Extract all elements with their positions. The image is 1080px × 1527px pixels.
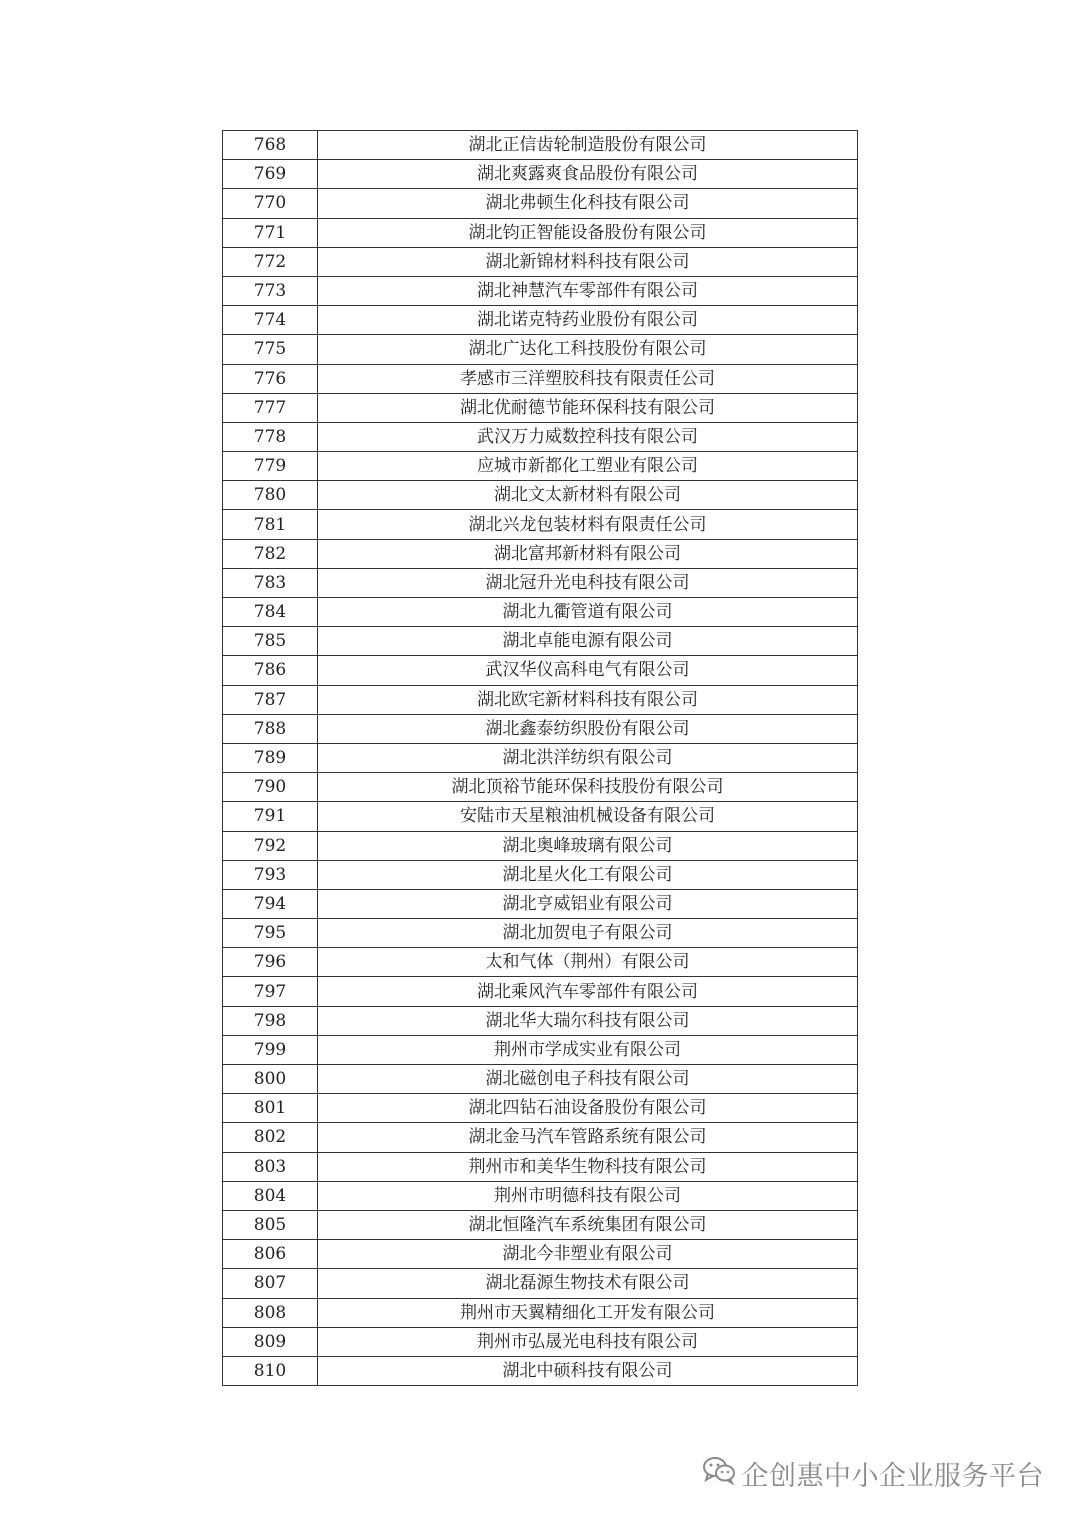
table-row [223, 1065, 858, 1094]
company-name: 孝感市三洋塑胶科技有限责任公司 [318, 364, 858, 393]
row-number: 804 [223, 1181, 318, 1210]
row-number: 807 [223, 1269, 318, 1298]
row-number: 774 [223, 306, 318, 335]
table-row [223, 1152, 858, 1181]
wechat-icon [702, 1455, 736, 1492]
table-row [223, 364, 858, 393]
table-row [223, 218, 858, 247]
company-name: 湖北中硕科技有限公司 [318, 1356, 858, 1385]
company-name: 安陆市天星粮油机械设备有限公司 [318, 802, 858, 831]
row-number: 783 [223, 568, 318, 597]
table-row [223, 1240, 858, 1269]
row-number: 791 [223, 802, 318, 831]
company-name: 湖北星火化工有限公司 [318, 860, 858, 889]
company-name: 荆州市和美华生物科技有限公司 [318, 1152, 858, 1181]
company-name: 湖北今非塑业有限公司 [318, 1240, 858, 1269]
watermark-text: 企创惠中小企业服务平台 [741, 1461, 1044, 1492]
watermark [702, 1454, 1045, 1493]
table-row [223, 393, 858, 422]
company-name: 荆州市明德科技有限公司 [318, 1181, 858, 1210]
company-name: 湖北四钻石油设备股份有限公司 [318, 1094, 858, 1123]
company-name: 湖北鑫泰纺织股份有限公司 [318, 714, 858, 743]
row-number: 785 [223, 627, 318, 656]
table-row [223, 1035, 858, 1064]
table-row [223, 1094, 858, 1123]
table-row [223, 977, 858, 1006]
table-row [223, 598, 858, 627]
table-row [223, 160, 858, 189]
table-row [223, 831, 858, 860]
table-row [223, 948, 858, 977]
table-row [223, 1210, 858, 1239]
table-row [223, 247, 858, 276]
row-number: 790 [223, 773, 318, 802]
row-number: 788 [223, 714, 318, 743]
row-number: 782 [223, 539, 318, 568]
table-row [223, 189, 858, 218]
company-name: 湖北奥峰玻璃有限公司 [318, 831, 858, 860]
company-name: 湖北富邦新材料有限公司 [318, 539, 858, 568]
company-name: 湖北卓能电源有限公司 [318, 627, 858, 656]
table-row [223, 452, 858, 481]
table-row [223, 1181, 858, 1210]
row-number: 803 [223, 1152, 318, 1181]
row-number: 797 [223, 977, 318, 1006]
row-number: 802 [223, 1123, 318, 1152]
row-number: 776 [223, 364, 318, 393]
row-number: 801 [223, 1094, 318, 1123]
row-number: 768 [223, 131, 318, 160]
row-number: 781 [223, 510, 318, 539]
table-row [223, 1327, 858, 1356]
row-number: 786 [223, 656, 318, 685]
company-name: 湖北神慧汽车零部件有限公司 [318, 276, 858, 305]
table-row [223, 422, 858, 451]
company-name: 湖北欧宅新材料科技有限公司 [318, 685, 858, 714]
table-row [223, 1298, 858, 1327]
company-name: 湖北优耐德节能环保科技有限公司 [318, 393, 858, 422]
row-number: 805 [223, 1210, 318, 1239]
table-row [223, 481, 858, 510]
company-name: 湖北诺克特药业股份有限公司 [318, 306, 858, 335]
company-name: 湖北磊源生物技术有限公司 [318, 1269, 858, 1298]
company-name: 湖北兴龙包装材料有限责任公司 [318, 510, 858, 539]
company-name: 湖北新锦材料科技有限公司 [318, 247, 858, 276]
company-list-body [223, 131, 858, 1386]
row-number: 777 [223, 393, 318, 422]
row-number: 809 [223, 1327, 318, 1356]
company-name: 湖北恒隆汽车系统集团有限公司 [318, 1210, 858, 1239]
company-name: 武汉华仪高科电气有限公司 [318, 656, 858, 685]
row-number: 806 [223, 1240, 318, 1269]
company-name: 湖北九衢管道有限公司 [318, 598, 858, 627]
row-number: 772 [223, 247, 318, 276]
table-row [223, 743, 858, 772]
table-row [223, 306, 858, 335]
company-name: 湖北磁创电子科技有限公司 [318, 1065, 858, 1094]
row-number: 778 [223, 422, 318, 451]
row-number: 800 [223, 1065, 318, 1094]
row-number: 773 [223, 276, 318, 305]
table-row [223, 1356, 858, 1385]
row-number: 810 [223, 1356, 318, 1385]
row-number: 794 [223, 889, 318, 918]
row-number: 789 [223, 743, 318, 772]
company-name: 湖北金马汽车管路系统有限公司 [318, 1123, 858, 1152]
company-name: 湖北弗顿生化科技有限公司 [318, 189, 858, 218]
company-name: 湖北正信齿轮制造股份有限公司 [318, 131, 858, 160]
row-number: 787 [223, 685, 318, 714]
table-row [223, 1123, 858, 1152]
row-number: 779 [223, 452, 318, 481]
row-number: 770 [223, 189, 318, 218]
table-row [223, 627, 858, 656]
company-name: 荆州市弘晟光电科技有限公司 [318, 1327, 858, 1356]
table-row [223, 510, 858, 539]
table-row [223, 568, 858, 597]
row-number: 808 [223, 1298, 318, 1327]
table-row [223, 802, 858, 831]
table-row [223, 276, 858, 305]
company-name: 荆州市天翼精细化工开发有限公司 [318, 1298, 858, 1327]
row-number: 796 [223, 948, 318, 977]
row-number: 799 [223, 1035, 318, 1064]
table-row [223, 714, 858, 743]
company-name: 荆州市学成实业有限公司 [318, 1035, 858, 1064]
company-name: 湖北广达化工科技股份有限公司 [318, 335, 858, 364]
table-row [223, 656, 858, 685]
table-row [223, 131, 858, 160]
company-list-table [222, 130, 858, 1386]
row-number: 780 [223, 481, 318, 510]
company-name: 湖北文太新材料有限公司 [318, 481, 858, 510]
company-name: 太和气体（荆州）有限公司 [318, 948, 858, 977]
company-name: 武汉万力威数控科技有限公司 [318, 422, 858, 451]
table-row [223, 889, 858, 918]
row-number: 795 [223, 919, 318, 948]
company-name: 湖北亨威铝业有限公司 [318, 889, 858, 918]
table-row [223, 539, 858, 568]
company-name: 湖北爽露爽食品股份有限公司 [318, 160, 858, 189]
company-name: 湖北加贺电子有限公司 [318, 919, 858, 948]
company-name: 湖北洪洋纺织有限公司 [318, 743, 858, 772]
row-number: 771 [223, 218, 318, 247]
company-name: 湖北钧正智能设备股份有限公司 [318, 218, 858, 247]
table-row [223, 1269, 858, 1298]
row-number: 775 [223, 335, 318, 364]
table-row [223, 335, 858, 364]
row-number: 792 [223, 831, 318, 860]
company-name: 应城市新都化工塑业有限公司 [318, 452, 858, 481]
company-name: 湖北顶裕节能环保科技股份有限公司 [318, 773, 858, 802]
company-name: 湖北华大瑞尔科技有限公司 [318, 1006, 858, 1035]
row-number: 793 [223, 860, 318, 889]
company-name: 湖北冠升光电科技有限公司 [318, 568, 858, 597]
table-row [223, 860, 858, 889]
row-number: 769 [223, 160, 318, 189]
table-row [223, 1006, 858, 1035]
table-row [223, 773, 858, 802]
table-row [223, 685, 858, 714]
table-row [223, 919, 858, 948]
company-name: 湖北乘风汽车零部件有限公司 [318, 977, 858, 1006]
row-number: 784 [223, 598, 318, 627]
row-number: 798 [223, 1006, 318, 1035]
